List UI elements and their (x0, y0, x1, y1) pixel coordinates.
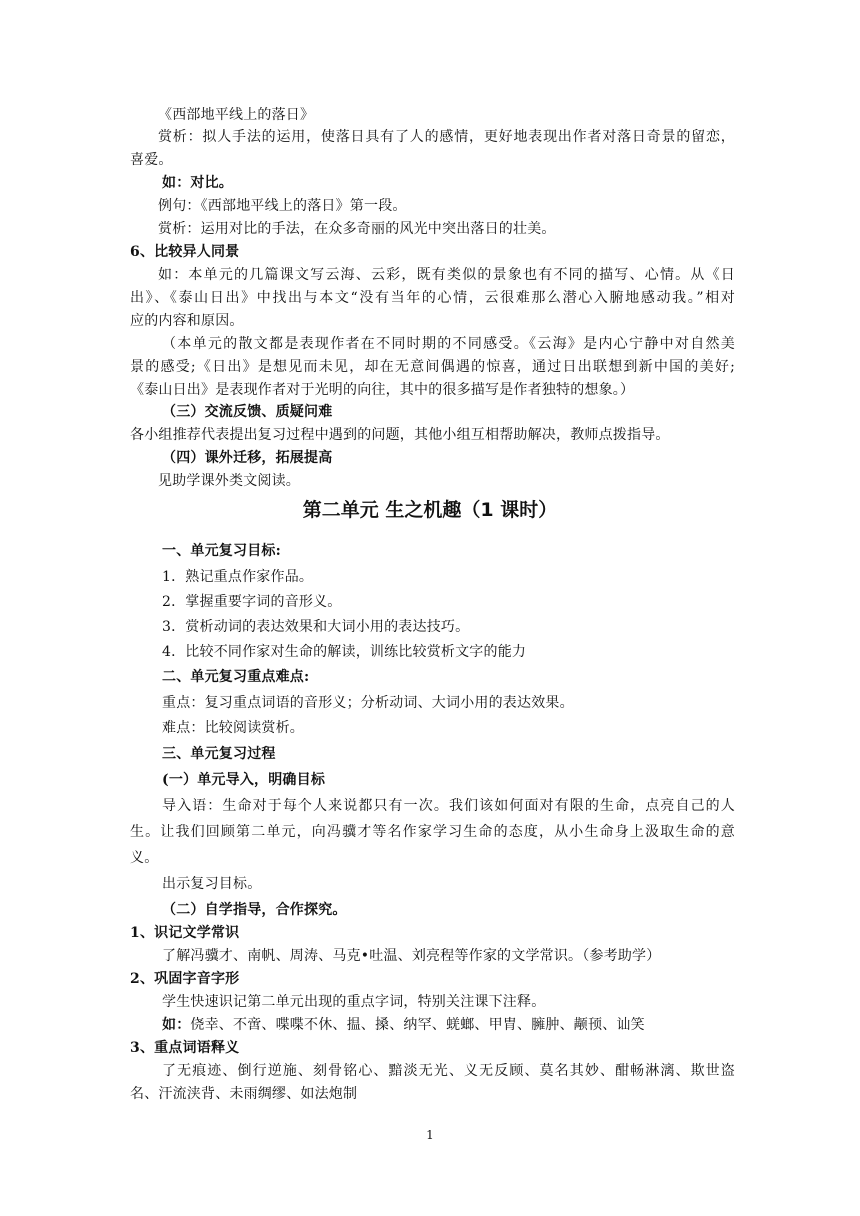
example-label: 如： (162, 1017, 191, 1033)
goal-item: 4．比较不同作家对生命的解读，训练比较赏析文字的能力 (162, 644, 527, 660)
item-heading: 3、重点词语释义 (130, 1040, 240, 1056)
section-heading: 6、比较异人同景 (130, 244, 240, 260)
goal-item: 3．赏析动词的表达效果和大词小用的表达技巧。 (162, 619, 470, 635)
example-words: 侥幸、不啻、喋喋不休、揾、搡、纳罕、蜣螂、甲胄、臃肿、颟顸、讪笑 (190, 1017, 645, 1033)
paragraph-line: 如：本单元的几篇课文写云海、云彩，既有类似的景象也有不同的描写、心情。从《日 (158, 267, 735, 283)
paragraph-line: 应的内容和原因。 (130, 313, 244, 329)
note-line: 《泰山日出》是表现作者对于光明的向往，其中的很多描写是作者独特的想象。） (130, 382, 635, 398)
note-line: （本单元的散文都是表现作者在不同时期的不同感受。《云海》是内心宁静中对自然美 (162, 336, 735, 352)
vocab-line: 了无痕迹、倒行逆施、刻骨铭心、黯淡无光、义无反顾、莫名其妙、酣畅淋漓、欺世盗 (162, 1063, 735, 1079)
item-text: 了解冯骥才、南帆、周涛、马克•吐温、刘亮程等作家的文学常识。（参考助学） (162, 948, 661, 964)
intro-line: 义。 (130, 850, 159, 866)
step2-heading: （二）自学指导，合作探究。 (162, 902, 347, 918)
step1-heading: (一）单元导入，明确目标 (162, 772, 326, 788)
intro-line: 导入语：生命对于每个人来说都只有一次。我们该如何面对有限的生命，点亮自己的人 (162, 798, 735, 814)
example-line (162, 1014, 735, 1036)
goal-item: 2．掌握重要字词的音形义。 (162, 594, 342, 610)
paragraph-line: 出》、《泰山日出》中找出与本文“没有当年的心情，云很难那么潜心入腑地感动我。”相对 (130, 290, 735, 306)
goal-item: 1．熟记重点作家作品。 (162, 569, 314, 585)
process-heading: 三、单元复习过程 (162, 746, 276, 762)
page-number: 1 (426, 1128, 434, 1142)
note-line: 景的感受;《日出》是想见而未见，却在无意间偶遇的惊喜，通过日出联想到新中国的美好; (130, 359, 735, 375)
section-heading: （四）课外迁移，拓展提高 (162, 450, 333, 466)
key-points-heading: 二、单元复习重点难点: (162, 669, 310, 685)
item-heading: 2、巩固字音字形 (130, 971, 240, 987)
show-goals: 出示复习目标。 (162, 876, 262, 892)
appreciation-line-cont: 喜爱。 (130, 152, 173, 168)
example-sentence: 例句：《西部地平线上的落日》第一段。 (158, 198, 407, 214)
appreciation-line: 赏析：运用对比的手法，在众多奇丽的风光中突出落日的壮美。 (158, 221, 556, 237)
vocab-line: 名、汗流浃背、未雨绸缪、如法炮制 (130, 1086, 358, 1102)
source-title: 《西部地平线上的落日》 (158, 107, 315, 123)
unit-title: 第二单元 生之机趣（1 课时） (302, 499, 558, 521)
paragraph-line: 各小组推荐代表提出复习过程中遇到的问题，其他小组互相帮助解决，教师点拨指导。 (130, 427, 670, 443)
goals-heading: 一、单元复习目标: (162, 543, 281, 559)
key-points: 重点：复习重点词语的音形义；分析动词、大词小用的表达效果。 (162, 695, 574, 711)
item-heading: 1、识记文学常识 (130, 925, 240, 941)
item-text: 学生快速识记第二单元出现的重点字词，特别关注课下注释。 (162, 994, 546, 1010)
example-type-heading: 如：对比。 (162, 175, 233, 191)
appreciation-line: 赏析：拟人手法的运用，使落日具有了人的感情，更好地表现出作者对落日奇景的留恋， (158, 129, 735, 145)
paragraph-line: 见助学课外类文阅读。 (158, 473, 300, 489)
difficulty: 难点：比较阅读赏析。 (162, 720, 304, 736)
section-heading: （三）交流反馈、质疑问难 (162, 404, 333, 420)
intro-line: 生。让我们回顾第二单元，向冯骥才等名作家学习生命的态度，从小生命身上汲取生命的意 (130, 824, 735, 840)
